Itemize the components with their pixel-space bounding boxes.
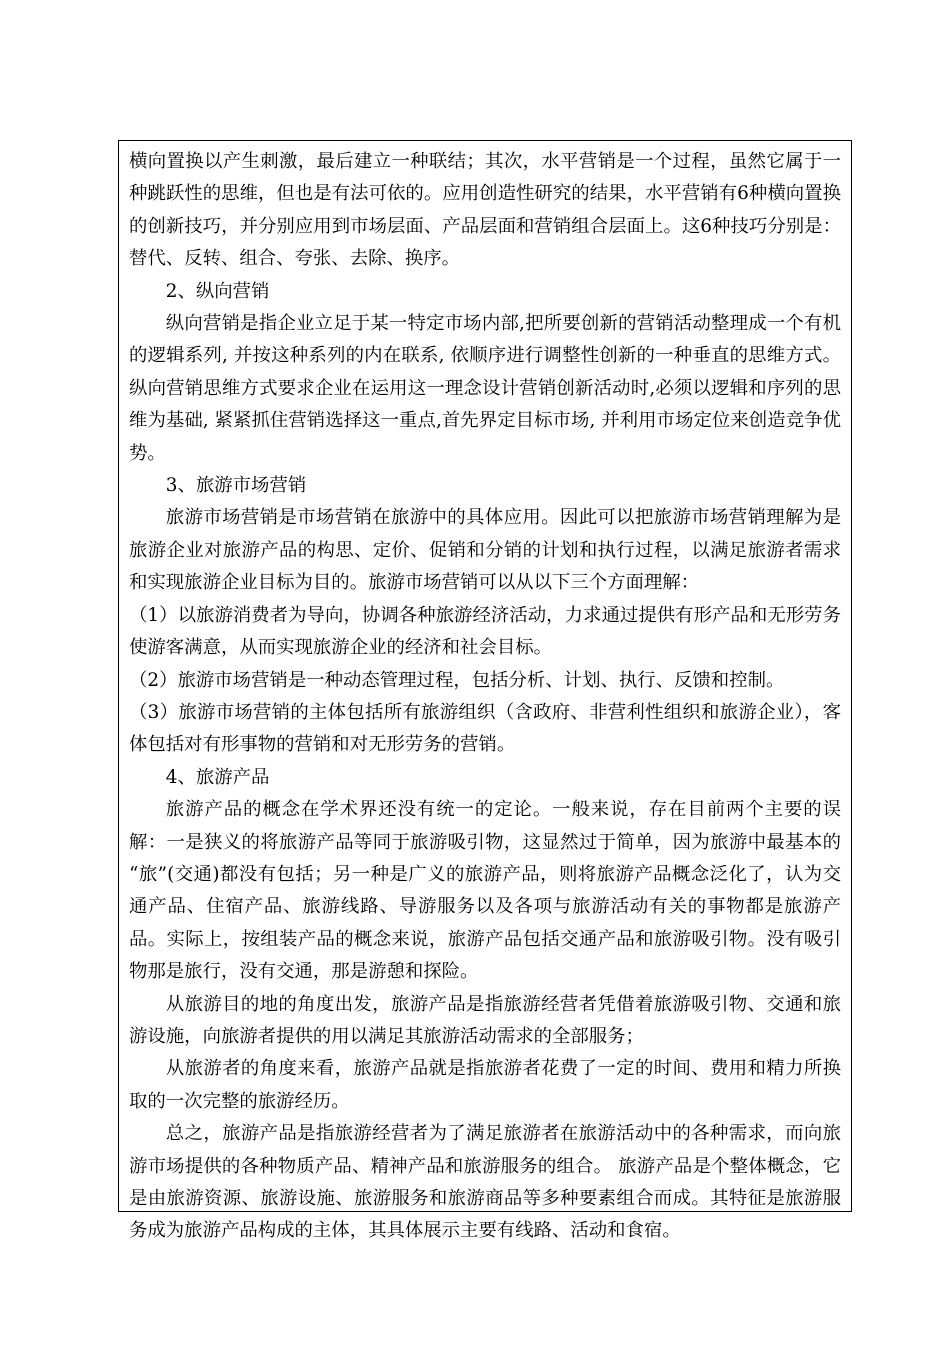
paragraph-summary: 总之，旅游产品是指旅游经营者为了满足旅游者在旅游活动中的各种需求，而向旅游市场提供的各种物质产品、精神产品和旅游服务的组合。 旅游产品是个整体概念，它是由旅游资源、旅游设施、旅游服务和旅游商品等多种要素组合而成。其特征是旅游服务成为旅游产品构成的主体，其具体展示主要有线路、活动和食宿。 — [129, 1123, 841, 1242]
paragraph-tourist-perspective: 从旅游者的角度来看，旅游产品就是指旅游者花费了一定的时间、费用和精力所换取的一次完整的旅游经历。 — [129, 1058, 841, 1112]
paragraph-horizontal-marketing-continued: 横向置换以产生刺激，最后建立一种联结；其次，水平营销是一个过程，虽然它属于一种跳跃性的思维，但也是有法可依的。应用创造性研究的结果，水平营销有6种横向置换的创新技巧，并分别应用到市场层面、产品层面和营销组合层面上。这6种技巧分别是：替代、反转、组合、夸张、去除、换序。 — [129, 151, 841, 270]
paragraph-destination-perspective: 从旅游目的地的角度出发，旅游产品是指旅游经营者凭借着旅游吸引物、交通和旅游设施，向旅游者提供的用以满足其旅游活动需求的全部服务； — [129, 993, 841, 1047]
list-item-1: （1）以旅游消费者为导向，协调各种旅游经济活动，力求通过提供有形产品和无形劳务使游客满意，从而实现旅游企业的经济和社会目标。 — [129, 604, 841, 659]
heading-vertical-marketing: 2、纵向营销 — [165, 280, 270, 302]
list-item-3: （3）旅游市场营销的主体包括所有旅游组织（含政府、非营利性组织和旅游企业），客体包括对有形事物的营销和对无形劳务的营销。 — [129, 701, 841, 756]
list-item-2: （2）旅游市场营销是一种动态管理过程，包括分析、计划、执行、反馈和控制。 — [129, 669, 785, 691]
heading-tourism-marketing: 3、旅游市场营销 — [165, 475, 307, 497]
heading-tourism-product: 4、旅游产品 — [165, 766, 270, 788]
paragraph-tourism-product-definition: 旅游产品的概念在学术界还没有统一的定论。一般来说，存在目前两个主要的误解：一是狭义的将旅游产品等同于旅游吸引物，这显然过于简单，因为旅游中最基本的 “旅”(交通)都没有包括；另一种是广义的旅游产品，则将旅游产品概念泛化了，认为交通产品、住宿产品、旅游线路、导游服务以及各项与旅游活动有关的事物都是旅游产品。实际上，按组装产品的概念来说，旅游产品包括交通产品和旅游吸引物。没有吸引物那是旅行，没有交通，那是游憩和探险。 — [129, 799, 841, 983]
paragraph-vertical-marketing: 纵向营销是指企业立足于某一特定市场内部,把所要创新的营销活动整理成一个有机的逻辑系列, 并按这种系列的内在联系, 依顺序进行调整性创新的一种垂直的思维方式。纵向营销思维方式要求企业在运用这一理念设计营销创新活动时,必须以逻辑和序列的思维为基础, 紧紧抓住营销选择这一重点,首先界定目标市场, 并利用市场定位来创造竞争优势。 — [129, 313, 841, 464]
document-body — [129, 146, 841, 1248]
document-frame — [118, 140, 852, 1242]
paragraph-tourism-marketing: 旅游市场营销是市场营销在旅游中的具体应用。因此可以把旅游市场营销理解为是旅游企业对旅游产品的构思、定价、促销和分销的计划和执行过程，以满足旅游者需求和实现旅游企业目标为目的。旅游市场营销可以从以下三个方面理解： — [129, 507, 841, 594]
